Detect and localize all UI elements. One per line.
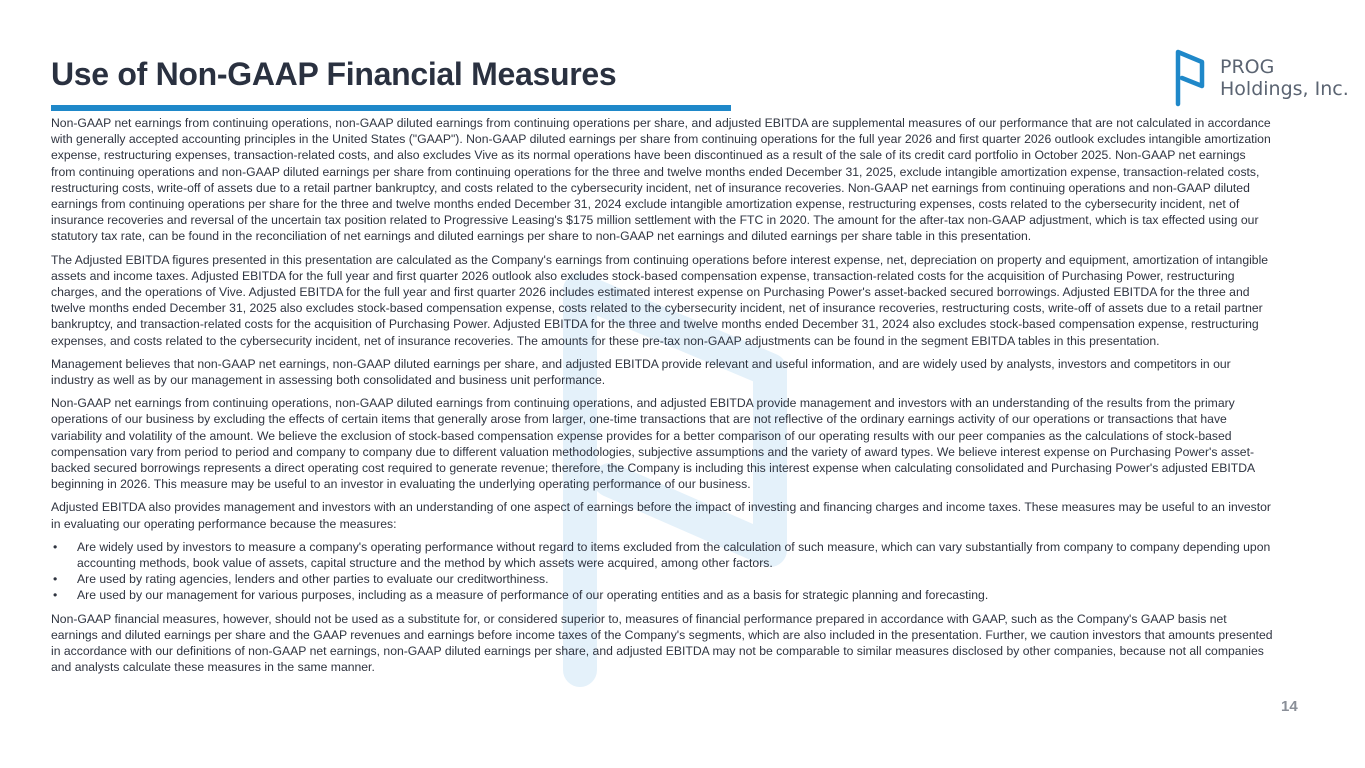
logo-line-2: Holdings, Inc.	[1220, 78, 1349, 100]
list-item: • Are used by our management for various purposes, including as a measure of performance of our operating entities and as a basis for strategic planning and forecasting.	[51, 587, 1273, 603]
paragraph: Adjusted EBITDA also provides management and investors with an understanding of one aspect of earnings before the impact of investing and financing charges and income taxes. These measures may be useful to an investor in evaluating our operating performance because the measures:	[51, 500, 1271, 531]
prog-logo-icon	[1172, 46, 1208, 108]
page-number: 14	[1281, 698, 1298, 715]
list-item: • Are used by rating agencies, lenders and other parties to evaluate our creditworthiness.	[51, 571, 1273, 587]
list-item: • Are widely used by investors to measure a company's operating performance without regard to items excluded from the calculation of such measure, which can vary substantially from company to company depending upon accounting methods, book value of assets, capital structure and the method by which assets were acquired, among other factors.	[51, 539, 1273, 571]
paragraph: Management believes that non-GAAP net earnings, non-GAAP diluted earnings per share, and adjusted EBITDA provide relevant and useful information, and are widely used by analysts, investors and competitors in our industry as well as by our management in assessing both consolidated and business unit performance.	[51, 356, 1231, 388]
company-logo	[1170, 44, 1360, 110]
paragraph: Non-GAAP financial measures, however, should not be used as a substitute for, or considered superior to, measures of financial performance prepared in accordance with GAAP, such as the Company's GAAP basis net earnings and diluted earnings per share and the GAAP revenues and earnings before income taxes of the Company's segments, which are also included in the presentation. Further, we caution investors that amounts presented in accordance with our definitions of non-GAAP net earnings, non-GAAP diluted earnings per share, and adjusted EBITDA may not be comparable to similar measures disclosed by other companies, because not all companies and analysts calculate these measures in the same manner.	[51, 611, 1273, 675]
bullet-list	[51, 539, 1273, 604]
paragraph: Non-GAAP net earnings from continuing operations, non-GAAP diluted earnings from continuing operations per share, and adjusted EBITDA are supplemental measures of our performance that are not calculated in accordance with generally accepted accounting principles in the United States ("GAAP"). Non-GAAP diluted earnings per share from continuing operations for the full year 2026 and first quarter 2026 outlook excludes intangible amortization expense, restructuring expenses, transaction-related costs, and also excludes Vive as its normal operations have been discontinued as a result of the sale of its credit card portfolio in October 2025. Non-GAAP net earnings from continuing operations and non-GAAP diluted earnings per share from continuing operations for the three and twelve months ended December 31, 2025, exclude intangible amortization expense, transaction-related costs, restructuring costs, write-off of assets due to a retail partner bankruptcy, and costs related to the cybersecurity incident, net of insurance recoveries. Non-GAAP net earnings from continuing operations and non-GAAP diluted earnings from continuing operations per share for the three and twelve months ended December 31, 2024 exclude intangible amortization expense, restructuring expenses, costs related to the cybersecurity incident, net of insurance recoveries and reversal of the uncertain tax position related to Progressive Leasing's $175 million settlement with the FTC in 2020. The amount for the after-tax non-GAAP adjustment, which is tax effected using our statutory tax rate, can be found in the reconciliation of net earnings and diluted earnings per share to non-GAAP net earnings and diluted earnings per share table in this presentation.	[51, 116, 1271, 244]
logo-wordmark	[1220, 56, 1349, 100]
title-underline	[51, 105, 731, 111]
page-title: Use of Non-GAAP Financial Measures	[51, 56, 617, 92]
paragraph: The Adjusted EBITDA figures presented in this presentation are calculated as the Company's earnings from continuing operations before interest expense, net, depreciation on property and equipment, amortization of intangible assets and income taxes. Adjusted EBITDA for the full year and first quarter 2026 outlook also excludes stock-based compensation expense, transaction-related costs for the acquisition of Purchasing Power, restructuring charges, and the operations of Vive. Adjusted EBITDA for the full year and first quarter 2026 includes estimated interest expense on Purchasing Power's asset-backed secured borrowings. Adjusted EBITDA for the three and twelve months ended December 31, 2025 also excludes stock-based compensation expense, costs related to the cybersecurity incident, net of insurance recoveries, restructuring costs, write-off of assets due to a retail partner bankruptcy, and transaction-related costs for the acquisition of Purchasing Power. Adjusted EBITDA for the three and twelve months ended December 31, 2024 also excludes stock-based compensation expense, restructuring expenses, and costs related to the cybersecurity incident, net of insurance recoveries. The amounts for these pre-tax non-GAAP adjustments can be found in the segment EBITDA tables in this presentation.	[51, 252, 1269, 348]
body-text	[51, 115, 1273, 683]
paragraph: Non-GAAP net earnings from continuing operations, non-GAAP diluted earnings from continuing operations, and adjusted EBITDA provide management and investors with an understanding of the results from the primary operations of our business by excluding the effects of certain items that generally arose from larger, one-time transactions that are not reflective of the ordinary earnings activity of our operations or transactions that have variability and volatility of the amount. We believe the exclusion of stock-based compensation expense provides for a better comparison of our operating results with our peer companies as the calculations of stock-based compensation vary from period to period and company to company due to different valuation methodologies, subjective assumptions and the variety of award types. We believe interest expense on Purchasing Power's asset-backed secured borrowings represents a direct operating cost required to generate revenue; therefore, the Company is including this interest expense when calculating consolidated and Purchasing Power's adjusted EBITDA beginning in 2026. This measure may be useful to an investor in evaluating the underlying operating performance of our business.	[51, 396, 1255, 492]
logo-line-1: PROG	[1220, 56, 1275, 78]
